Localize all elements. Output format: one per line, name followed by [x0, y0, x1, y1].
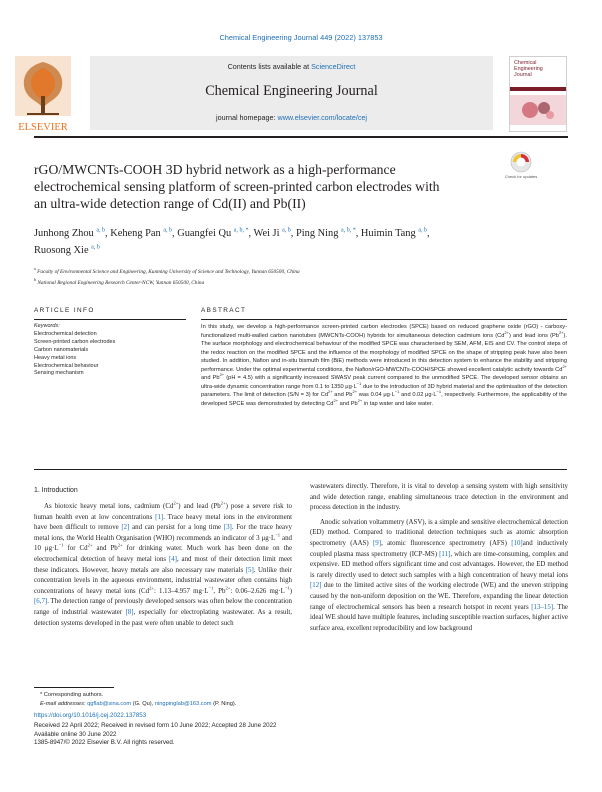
- citation-link[interactable]: [3]: [223, 524, 232, 532]
- affiliation-label: b: [34, 276, 36, 282]
- article-title: [34, 161, 504, 212]
- cover-band: [510, 87, 566, 91]
- info-rule: [34, 319, 186, 320]
- affiliations: [34, 265, 554, 287]
- history-line: Available online 30 June 2022: [34, 730, 117, 738]
- author-name[interactable]: Huimin Tang: [360, 228, 416, 239]
- keywords-panel: [34, 323, 186, 378]
- email-note: E-mail addresses: qgflab@sina.com (G. Qu), ningpinglab@163.com (P. Ning).: [40, 701, 237, 707]
- author-name[interactable]: Wei Ji: [253, 228, 280, 239]
- right-column: [310, 482, 568, 638]
- title-line: an ultra-wide detection range of Cd(II) and Pb(II): [34, 196, 306, 211]
- affiliation-text: National Regional Engineering Research Center-NCW, Yunnan 650500, China: [37, 279, 205, 286]
- keyword-item: Electrochemical detection: [34, 330, 97, 337]
- check-for-updates-button[interactable]: [504, 151, 538, 185]
- elsevier-wordmark: ELSEVIER: [18, 122, 68, 133]
- intro-paragraph: As biotoxic heavy metal ions, cadmium $(Cd^{2+})$ and lead $(Pb^{2+})$ pose a severe risk to human health even at low concentrations [1]. Trace heavy metal ions in the environment have been difficult to remove [2] and can persist for a long time [3]. For the trace heavy metal ions, the World Health Organisation (WHO) recommends an indicator of 3 $\mu g\cdot L^{-1}$ and 10 $\mu g\cdot L^{-1}$ for $Cd^{2+}$ and $Pb^{2+}$ for drinking water. Much work has been done on the electrochemical detection of heavy metal ions [4], and most of their detection limit meet these indicators. However, heavy metals are also necessary raw materials [5]. Unlike their concentration levels in the aqueous environment, industrial wastewater often contains high concentrations of heavy metal ions ($Cd^{2+}$: 1.13–4.957 $mg\cdot L^{-1}$, $Pb^{2+}$: 0.06–2.626 $mg\cdot L^{-1}$) [6,7]. The detection range of previously developed sensors was often below the concentration range of industrial wastewater [8], especially for electroplating wastewater. As a result, detection systems developed in the past were often unable to detect such: [34, 500, 293, 627]
- citation-link[interactable]: [11]: [439, 550, 451, 558]
- homepage-prefix: journal homepage:: [215, 113, 278, 122]
- citation-link[interactable]: [1]: [155, 513, 164, 521]
- author-name[interactable]: Ping Ning: [295, 228, 339, 239]
- footnotes: [40, 691, 560, 709]
- citation-link[interactable]: [8]: [125, 608, 134, 616]
- doi-link[interactable]: https://doi.org/10.1016/j.cej.2022.137853: [34, 712, 147, 719]
- author-affiliation-mark[interactable]: a, b: [282, 227, 291, 234]
- affiliation-item: [34, 265, 554, 276]
- author-list: Junhong Zhou $^{a, b}$, Keheng Pan $^{a, b}$, Guangfei Qu $^{a, b, *}$, Wei Ji $^{a, b}$, Ping Ning $^{a, b, *}$, Huimin Tang $^{a, b}$, Ruosong Xie $^{a, b}$: [34, 227, 430, 256]
- intro-paragraph-continued: wastewaters directly. Therefore, it is vital to develop a sensing system with high sensitivity and wide detection range, enabling simultaneous trace detection in the environment and process detection in the industry.: [310, 483, 568, 512]
- article-history: [34, 722, 534, 748]
- citation-link[interactable]: [6,7]: [34, 598, 48, 606]
- email-link[interactable]: qgflab@sina.com: [87, 701, 132, 707]
- elsevier-tree-icon: [13, 56, 73, 134]
- masthead-rule: [34, 136, 568, 138]
- history-line: Received 22 April 2022; Received in revised form 10 June 2022; Accepted 28 June 2022: [34, 722, 277, 729]
- article-info-heading: ARTICLE INFO: [34, 307, 95, 314]
- author-affiliation-mark[interactable]: a, b, *: [233, 227, 249, 234]
- citation-link[interactable]: [9]: [373, 539, 382, 547]
- section-heading-introduction: 1. Introduction: [34, 487, 78, 494]
- author-name[interactable]: Guangfei Qu: [177, 228, 232, 239]
- author-name[interactable]: Keheng Pan: [110, 228, 161, 239]
- abstract-text: In this study, we develop a high-performance screen-printed carbon electrodes (SPCE) based on reduced graphene oxide (rGO) - carboxy-functionalized multi-walled carbon nanotubes (MWCNTs-COOH) hybrids for simultaneous detection cadmium ions $(Cd^{2+})$ and lead ions $(Pb^{2+})$. The surface morphology and electrochemical behaviour of the modified SPCE was characterised by SEM, AFM, EIS and CV. The control steps of the redox reaction on the modified SPCE and the influence of the morphology of modified SPCE on the shape of stripping peak have also been studied. In addition, Nafion and in-situ bismuth film (BiE) methods were introduced in this detection system to enhance the stability and stripping performance. Under the optimal experimental conditions, the Nafion/rGO-MWCNTs-COOH/SPCE showed excellent catalytic activity towards $Cd^{2+}$ and $Pb^{2+}$ (pH = 4.5) with a significantly increased SWASV peak current compared to the unmodified SPCE. The developed sensor obtains an ultra-wide dynamic concentration range from 0.1 to 1350 $\mu g\cdot L^{-1}$ due to the introduction of 3D hybrid material and the optimisation of the detection parameters. The limit of detection (S/N = 3) for $Cd^{2+}$ and $Pb^{2+}$ was 0.04 $\mu g\cdot L^{-1}$ and 0.02 $\mu g\cdot L^{-1}$, respectively. Furthermore, the applicability of the developed SPCE was demonstrated by detecting $Cd^{2+}$ and $Pb^{2+}$ in tap water and lake water.: [201, 324, 568, 407]
- abstract-heading: ABSTRACT: [201, 307, 247, 314]
- author-affiliation-mark[interactable]: a, b: [418, 227, 427, 234]
- affiliation-item: [34, 276, 554, 287]
- affiliation-label: a: [34, 266, 36, 271]
- citation-link[interactable]: [12]: [310, 582, 322, 590]
- author-affiliation-mark[interactable]: a, b: [96, 227, 106, 234]
- contents-prefix: Contents lists available at: [227, 62, 312, 71]
- journal-cover-thumbnail[interactable]: [509, 56, 567, 132]
- title-line: rGO/MWCNTs-COOH 3D hybrid network as a high-performance: [34, 162, 396, 177]
- keyword-item: Sensing mechanism: [34, 370, 84, 377]
- homepage-line: [90, 113, 493, 122]
- sciencedirect-link[interactable]: ScienceDirect: [311, 62, 356, 71]
- author-name[interactable]: Ruosong Xie: [34, 245, 89, 256]
- copyright-line: 1385-8947/© 2022 Elsevier B.V. All rights reserved.: [34, 739, 175, 747]
- citation-link[interactable]: [2]: [121, 524, 130, 532]
- footnote-rule: [34, 687, 114, 688]
- keyword-item: Heavy metal ions: [34, 354, 77, 361]
- homepage-link[interactable]: www.elsevier.com/locate/cej: [277, 113, 368, 122]
- contents-line: [90, 62, 493, 71]
- elsevier-logo[interactable]: [13, 56, 73, 134]
- abstract-bottom-rule: [34, 469, 567, 470]
- author-affiliation-mark[interactable]: a, b: [163, 227, 173, 234]
- keyword-item: Screen-printed carbon electrodes: [34, 338, 116, 345]
- keyword-item: Electrochemical behaviour: [34, 362, 99, 369]
- email-link[interactable]: ningpinglab@163.com: [154, 701, 212, 707]
- citation-link[interactable]: [13–15]: [531, 603, 554, 611]
- abstract-rule: [201, 319, 567, 320]
- keyword-item: Carbon nanomaterials: [34, 346, 89, 353]
- author-name[interactable]: Junhong Zhou: [34, 228, 94, 239]
- author-affiliation-mark[interactable]: a, b: [91, 244, 100, 251]
- citation-link[interactable]: [5]: [245, 566, 254, 574]
- intro-paragraph: Anodic solvation voltammetry (ASV), is a simple and sensitive electrochemical detection (ED) method. Compared to traditional detection techniques such as atomic absorption spectrometry (AAS) [9], atomic fluorescence spectrometry (AFS) [10]and inductively coupled plasma mass spectrometry (ICP-MS) [11], which are time-consuming, complex and expensive. ED method offers significant time and cost advantages. However, the ED method is rarely directly used to detect such samples with a high concentration of heavy metal ions [12] due to the limited active sites of the working electrode (WE) and the uneven stripping caused by the non-uniform deposition on the WE. Therefore, expanding the linear detection range of electrochemical sensors has been a research hotspot in recent years [13–15]. The ideal WE should have multiple features, including susceptible reaction surfaces, higher active surface area, excellent reproducibility and low background: [310, 518, 568, 632]
- citation-link[interactable]: [4]: [168, 555, 177, 563]
- journal-reference[interactable]: Chemical Engineering Journal 449 (2022) 137853: [219, 33, 383, 42]
- corresponding-note: * Corresponding authors.: [40, 692, 104, 698]
- cover-graphic-icon: [518, 97, 558, 123]
- affiliation-text: Faculty of Environmental Science and Engineering, Kunming University of Science and Technology, Yunnan 650500, China: [37, 268, 300, 275]
- journal-name[interactable]: Chemical Engineering Journal: [205, 83, 378, 99]
- check-updates-icon: [504, 151, 538, 185]
- keywords-label: Keywords:: [34, 323, 60, 329]
- cover-title: Chemical Engineering Journal: [514, 60, 543, 78]
- title-line: electrochemical sensing platform of screen-printed carbon electrodes with: [34, 179, 440, 194]
- author-affiliation-mark[interactable]: a, b, *: [341, 227, 356, 234]
- citation-link[interactable]: [10]: [511, 539, 523, 547]
- check-updates-label: Check for updates: [504, 174, 538, 179]
